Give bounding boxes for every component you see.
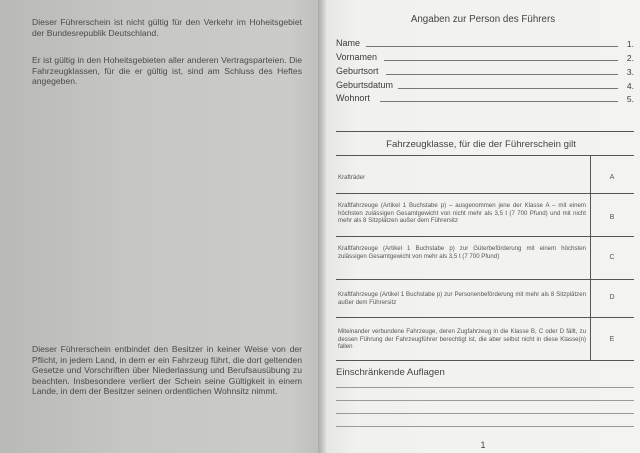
field-geburtsort-label: Geburtsort: [336, 66, 379, 76]
class-row-c: [336, 237, 634, 280]
field-geburtsdatum-line: [398, 88, 618, 89]
class-c-letter: C: [609, 254, 615, 261]
class-row-b: [336, 194, 634, 237]
field-vornamen-line: [384, 60, 618, 61]
field-geburtsort[interactable]: [336, 65, 634, 76]
field-vornamen-number: 2.: [626, 53, 634, 63]
restrictions-title: Einschränkende Auflagen: [336, 367, 445, 378]
field-vornamen-label: Vornamen: [336, 52, 378, 62]
field-wohnort[interactable]: [336, 92, 634, 103]
class-a-description: Krafträder: [338, 174, 366, 181]
class-d-letter: D: [609, 294, 615, 301]
validity-note-germany: Dieser Führerschein ist nicht gültig für den Verkehr im Hoheitsgebiet der Bundesrepublik Deutschland.: [32, 17, 302, 38]
field-name-label: Name: [336, 38, 361, 48]
field-vornamen[interactable]: [336, 51, 634, 62]
classes-top-rule: [336, 131, 634, 132]
class-c-description: Kraftfahrzeuge (Artikel 1 Buchstabe p) zur Güterbeförderung mit einem höchsten zulässigen Gesamtgewicht von mehr als 3,5 t (7 700 Pfund): [338, 245, 586, 260]
class-e-letter: E: [609, 336, 615, 343]
field-name-number: 1.: [626, 39, 634, 49]
field-geburtsort-line: [386, 74, 618, 75]
class-e-description: Miteinander verbundene Fahrzeuge, deren Zugfahrzeug in die Klasse B, C oder D fällt, zu dessen Führung der Fahrzeugführer berechtigt ist, die aber selbst nicht in diese Klasse(n) fallen: [338, 328, 586, 351]
field-wohnort-label: Wohnort: [336, 93, 370, 103]
class-d-description: Kraftfahrzeuge (Artikel 1 Buchstabe p) zur Personenbeförderung mit mehr als 8 Sitzplätzen außer dem Führersitz: [338, 291, 586, 306]
validity-note-other-parties: Er ist gültig in den Hoheitsgebieten aller anderen Vertragsparteien. Die Fahrzeugklassen, für die er gültig ist, sind am Schluss des Heftes angegeben.: [32, 55, 302, 87]
class-a-letter: A: [609, 174, 615, 181]
classes-section-title: Fahrzeugklasse, für die der Führerschein gilt: [386, 139, 576, 150]
field-geburtsort-number: 3.: [626, 67, 634, 77]
obligations-note: Dieser Führerschein entbindet den Besitzer in keiner Weise von der Pflicht, in jedem Land, in dem er ein Fahrzeug führt, die dort geltenden Gesetze und Vorschriften über Niederlassung und Berufsausübung zu beachten. Insbesondere verliert der Schein seine Gültigkeit in einem Lande, in dem der Besitzer seinen ordentlichen Wohnsitz nimmt.: [32, 344, 302, 397]
field-wohnort-line: [380, 101, 618, 102]
field-geburtsdatum-label: Geburtsdatum: [336, 80, 394, 90]
page-number: 1: [480, 440, 486, 450]
field-name[interactable]: [336, 37, 634, 48]
restrictions-line-3[interactable]: [336, 413, 634, 414]
restrictions-line-1[interactable]: [336, 387, 634, 388]
class-b-description: Kraftfahrzeuge (Artikel 1 Buchstabe p) – ausgenommen jene der Klasse A – mit einem höchsten zulässigen Gesamtgewicht von nicht mehr als 3,5 t (7 700 Pfund) und mit nicht mehr als 8 Sitzplätzen außer dem Führersitz: [338, 202, 586, 225]
field-geburtsdatum[interactable]: [336, 79, 634, 90]
right-page: [326, 0, 640, 453]
field-geburtsdatum-number: 4.: [626, 81, 634, 91]
class-b-letter: B: [609, 214, 615, 221]
person-section-title: Angaben zur Person des Führers: [410, 14, 556, 25]
class-row-a: [336, 156, 634, 194]
class-row-d: [336, 280, 634, 318]
restrictions-line-2[interactable]: [336, 400, 634, 401]
field-name-line: [366, 46, 618, 47]
class-row-e: [336, 318, 634, 361]
field-wohnort-number: 5.: [626, 94, 634, 104]
restrictions-line-4[interactable]: [336, 426, 634, 427]
